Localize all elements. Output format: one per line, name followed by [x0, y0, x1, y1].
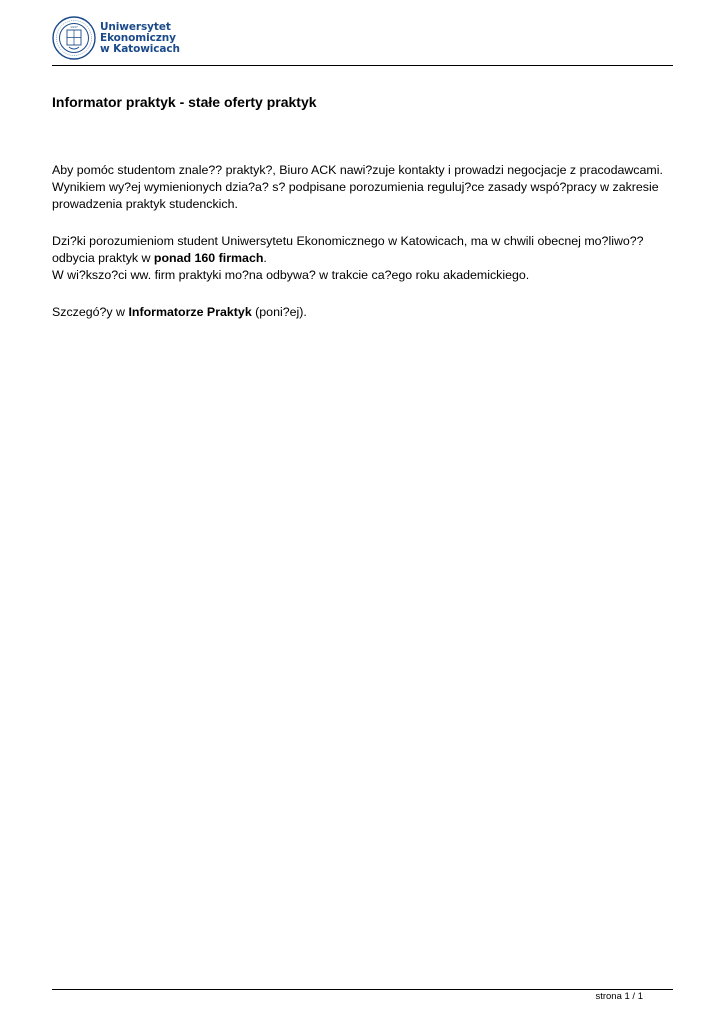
text-line: (poni?ej).: [251, 305, 307, 319]
text-line: Szczegó?y w: [52, 305, 129, 319]
logo-wordmark: [100, 22, 180, 55]
svg-text:1937: 1937: [70, 25, 78, 29]
logo-line-3: w Katowicach: [100, 42, 180, 55]
text-line: Aby pomóc studentom znale?? praktyk?, Biuro ACK nawi?zuje kontakty i prowadzi negocjacje z pracodawcami.: [52, 163, 663, 177]
main-content: [52, 162, 667, 321]
text-line: odbycia praktyk w: [52, 251, 154, 265]
paragraph-agreements: [52, 233, 667, 284]
university-seal-icon: [52, 16, 96, 60]
text-line: W wi?kszo?ci ww. firm praktyki mo?na odbywa? w trakcie ca?ego roku akademickiego.: [52, 268, 530, 282]
university-logo[interactable]: [52, 16, 180, 60]
page-header: [52, 16, 673, 66]
logo-line-2: Ekonomiczny: [100, 31, 176, 44]
logo-line-1: Uniwersytet: [100, 20, 171, 33]
informator-link-text: Informatorze Praktyk: [128, 305, 252, 319]
paragraph-details: [52, 304, 667, 321]
header-divider: [52, 65, 673, 66]
text-line: prowadzenia praktyk studenckich.: [52, 197, 238, 211]
text-line: Dzi?ki porozumieniom student Uniwersytetu Ekonomicznego w Katowicach, ma w chwili obecnej mo?liwo??: [52, 234, 644, 248]
footer-divider: [52, 989, 673, 990]
page-number: strona 1 / 1: [595, 991, 643, 1002]
paragraph-intro: [52, 162, 667, 213]
text-line: .: [263, 251, 267, 265]
text-line: Wynikiem wy?ej wymienionych dzia?a? s? podpisane porozumienia reguluj?ce zasady wspó?pracy w zakresie: [52, 180, 659, 194]
page-title: Informator praktyk - stałe oferty praktyk: [52, 94, 317, 110]
firm-count-highlight: ponad 160 firmach: [153, 251, 264, 265]
